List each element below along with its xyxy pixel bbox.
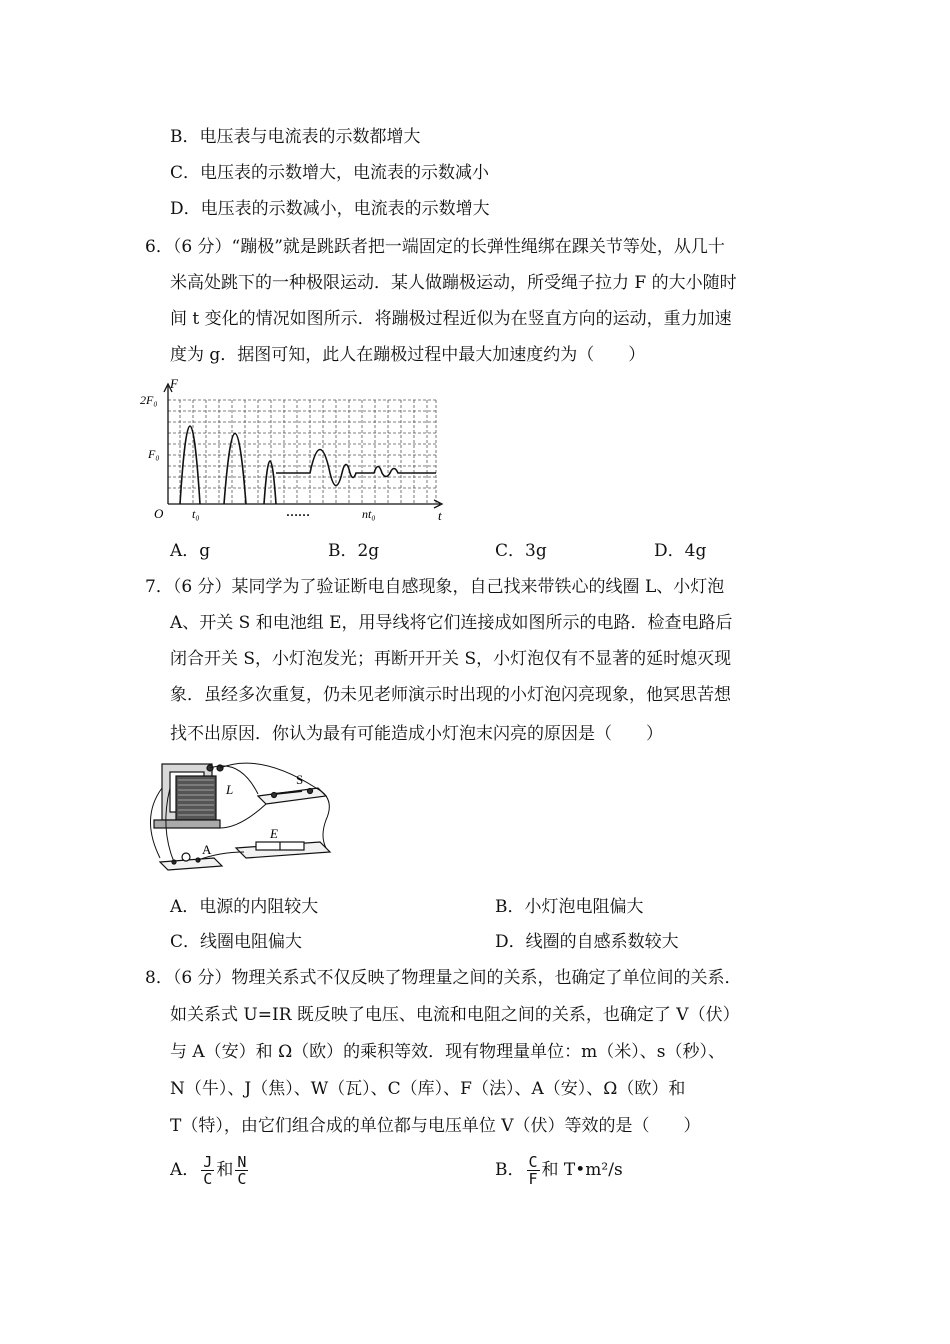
x-axis-label: t [438, 508, 442, 523]
battery-e [236, 842, 330, 858]
x-tick-t0: t₀ [192, 507, 200, 521]
q7-line-4: 象．虽经多次重复，仍未见老师演示时出现的小灯泡闪亮现象，他冥思苦想 [170, 685, 731, 705]
q6-line-2: 米高处跳下的一种极限运动．某人做蹦极运动，所受绳子拉力 F 的大小随时 [170, 273, 737, 293]
x-tick-nt0: nt₀ [362, 507, 376, 521]
x-ellipsis: …… [286, 505, 310, 519]
label-e: E [270, 826, 278, 841]
q8-option-a-and: 和 [216, 1160, 234, 1180]
y-tick-f0: F₀ [148, 447, 160, 461]
q5-option-d: D．电压表的示数减小，电流表的示数增大 [170, 199, 490, 219]
fraction-n-over-c: $\frac{N}{C}$ [237, 1153, 247, 1188]
q7-line-2: A、开关 S 和电池组 E，用导线将它们连接成如图所示的电路．检查电路后 [170, 613, 733, 633]
q5-option-c: C．电压表的示数增大，电流表的示数减小 [170, 163, 490, 183]
q8-option-b [495, 1152, 623, 1188]
fraction-c-over-f: $\frac{C}{F}$ [528, 1153, 538, 1188]
origin-label: O [154, 506, 164, 521]
q8-line-5: T（特），由它们组合成的单位都与电压单位 V（伏）等效的是（ ） [170, 1116, 701, 1136]
force-curve [180, 426, 436, 504]
q8-line-3: 与 A（安）和 Ω（欧）的乘积等效．现有物理量单位：m（米）、s（秒）、 [170, 1042, 726, 1062]
q6-force-time-graph [140, 378, 460, 526]
q7-option-d: D．线圈的自感系数较大 [495, 932, 679, 952]
q6-line-3: 间 t 变化的情况如图所示．将蹦极过程近似为在竖直方向的运动，重力加速 [170, 309, 732, 329]
q7-line-1: 7．（6 分）某同学为了验证断电自感现象，自己找来带铁心的线圈 L、小灯泡 [145, 577, 725, 597]
fraction-j-over-c: $\frac{J}{C}$ [203, 1153, 213, 1188]
q8-line-2: 如关系式 U=IR 既反映了电压、电流和电阻之间的关系，也确定了 V（伏） [170, 1005, 740, 1025]
q8-line-1: 8．（6 分）物理关系式不仅反映了物理量之间的关系，也确定了单位间的关系． [145, 968, 742, 988]
y-tick-2f0: 2F₀ [140, 393, 158, 407]
q6-option-c: C．3g [495, 541, 547, 561]
q5-option-b: B．电压表与电流表的示数都增大 [170, 127, 421, 147]
label-a: A [202, 842, 212, 857]
q6-option-a: A．g [170, 541, 211, 561]
q8-option-b-rest: 和 T•m²/s [541, 1160, 623, 1180]
y-axis-label: F [170, 378, 178, 391]
q7-line-3: 闭合开关 S，小灯泡发光；再断开开关 S，小灯泡仅有不显著的延时熄灭现 [170, 649, 732, 669]
q8-option-a [170, 1152, 250, 1188]
switch-s [258, 788, 326, 804]
coil-l [154, 764, 223, 828]
q8-option-b-label: B． [495, 1160, 525, 1180]
q8-line-4: N（牛）、J（焦）、W（瓦）、C（库）、F（法）、A（安）、Ω（欧）和 [170, 1079, 686, 1099]
q7-option-b: B．小灯泡电阻偏大 [495, 897, 644, 917]
q7-circuit-figure [140, 758, 340, 884]
q6-line-4: 度为 g．据图可知，此人在蹦极过程中最大加速度约为（ ） [170, 345, 646, 365]
label-l: L [226, 782, 234, 797]
q7-option-c: C．线圈电阻偏大 [170, 932, 303, 952]
q6-line-1: 6．（6 分）“蹦极”就是跳跃者把一端固定的长弹性绳绑在踝关节等处，从几十 [145, 237, 725, 257]
label-s: S [296, 772, 304, 787]
q7-option-a: A．电源的内阻较大 [170, 897, 319, 917]
q6-option-b: B．2g [328, 541, 380, 561]
q7-line-5: 找不出原因．你认为最有可能造成小灯泡末闪亮的原因是（ ） [170, 724, 663, 744]
q6-option-d: D．4g [654, 541, 707, 561]
q8-option-a-label: A． [170, 1160, 200, 1180]
